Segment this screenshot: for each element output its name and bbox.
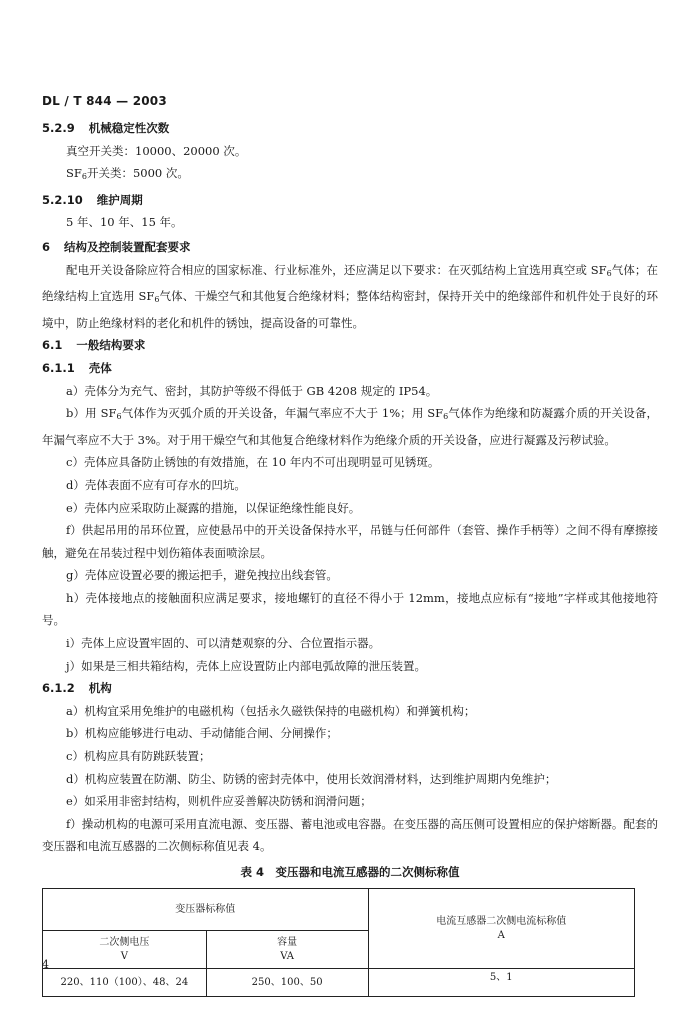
vacuum-switch-count: 真空开关类：10000、20000 次。 (66, 143, 247, 158)
document-code: DL / T 844 — 2003 (42, 94, 167, 108)
maintenance-period: 5 年、10 年、15 年。 (66, 215, 183, 230)
table-cell-voltage: 220、110（100）、48、24 (43, 969, 207, 997)
housing-item-h: h）壳体接地点的接触面积应满足要求，接地螺钉的直径不得小于 12mm，接地点应标有“接地”字样或其他接地符号。 (42, 590, 658, 628)
housing-item-f: f）供起吊用的吊环位置，应使悬吊中的开关设备保持水平，吊链与任何部件（套管、操作手柄等）之间不得有摩擦接触，避免在吊装过程中划伤箱体表面喷涂层。 (42, 523, 658, 560)
section-6-1-2-heading: 6.1.2 机构 (42, 681, 112, 696)
section-5-2-9-heading: 5.2.9 机械稳定性次数 (42, 121, 170, 135)
section-6-1-1-heading: 6.1.1 壳体 (42, 360, 112, 375)
table-header-capacity: 容量 VA (206, 931, 368, 969)
table-header-transformer: 变压器标称值 (43, 889, 369, 931)
housing-item-g: g）壳体应设置必要的搬运把手，避免拽拉出线套管。 (66, 568, 338, 583)
mechanism-item-d: d）机构应装置在防潮、防尘、防锈的密封壳体中，使用长效润滑材料，达到维护周期内免维护； (66, 771, 557, 786)
housing-item-c: c）壳体应具备防止锈蚀的有效措施，在 10 年内不可出现明显可见锈斑。 (66, 455, 440, 470)
section-6-paragraph: 配电开关设备除应符合相应的国家标准、行业标准外，还应满足以下要求：在灭弧结构上宜选用真空或 $SF_6$气体；在绝缘结构上宜选用 $SF_6$气体、干燥空气和其他复合绝缘材料；整体结构密封，保持开关中的绝缘部件和机件处于良好的环境中，防止绝缘材料的老化和机件的锈蚀，提高设备的可靠性。 (42, 262, 658, 330)
section-6-heading: 6 结构及控制装置配套要求 (42, 239, 191, 254)
table-header-ct: 电流互感器二次侧电流标称值 A (368, 889, 635, 969)
document-body (42, 117, 658, 997)
table-header-voltage: 二次侧电压 V (43, 931, 207, 969)
mechanism-item-c: c）机构应具有防跳跃装置； (66, 749, 211, 764)
mechanism-item-a: a）机构宜采用免维护的电磁机构（包括永久磁铁保持的电磁机构）和弹簧机构； (66, 703, 476, 718)
housing-item-i: i）壳体上应设置牢固的、可以清楚观察的分、合位置指示器。 (66, 636, 381, 651)
housing-item-j: j）如果是三相共箱结构，壳体上应设置防止内部电弧故障的泄压装置。 (66, 658, 427, 673)
housing-item-d: d）壳体表面不应有可存水的凹坑。 (66, 477, 246, 492)
mechanism-item-b: b）机构应能够进行电动、手动储能合闸、分闸操作； (66, 726, 338, 741)
section-6-1-heading: 6.1 一般结构要求 (42, 338, 146, 353)
housing-item-b: b）用 $SF_6$气体作为灭弧介质的开关设备，年漏气率应不大于 1%；用 $SF_6$气体作为绝缘和防凝露介质的开关设备，年漏气率应不大于 3%。对于用干燥空气和其他复合绝缘材料作为绝缘介质的开关设备，应进行凝露及污秽试验。 (42, 406, 659, 447)
table-cell-ct: 5、1 (368, 969, 635, 997)
section-5-2-10-heading: 5.2.10 维护周期 (42, 192, 143, 207)
table-4-caption: 表 4 变压器和电流互感器的二次侧标称值 (240, 865, 460, 879)
housing-item-e: e）壳体内应采取防止凝露的措施，以保证绝缘性能良好。 (66, 500, 361, 515)
table-cell-capacity: 250、100、50 (206, 969, 368, 997)
sf6-switch-count: $SF_6$开关类：5000 次。 (66, 166, 189, 182)
table-4 (42, 888, 635, 997)
mechanism-item-e: e）如采用非密封结构，则机件应妥善解决防锈和润滑问题； (66, 794, 372, 809)
mechanism-item-f: f）操动机构的电源可采用直流电源、变压器、蓄电池或电容器。在变压器的高压侧可设置相应的保护熔断器。配套的变压器和电流互感器的二次侧标称值见表 4。 (42, 816, 658, 854)
housing-item-a: a）壳体分为充气、密封，其防护等级不得低于 GB 4208 规定的 IP54。 (66, 383, 438, 398)
page-number: 4 (42, 958, 49, 971)
